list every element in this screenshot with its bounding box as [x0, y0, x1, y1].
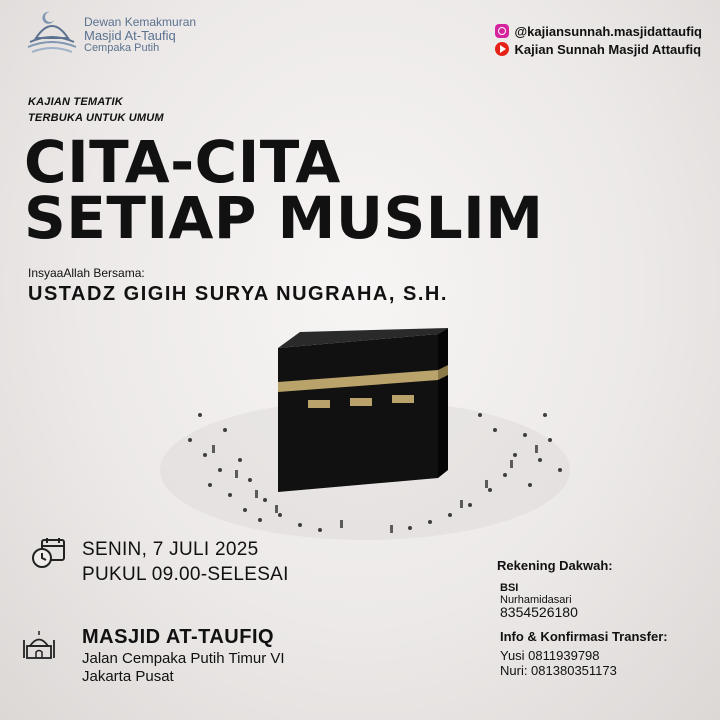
event-schedule — [82, 537, 289, 587]
event-title — [24, 128, 544, 252]
instagram-icon — [495, 24, 509, 38]
title-line-2: SETIAP MUSLIM — [24, 184, 544, 252]
instagram-handle: @kajiansunnah.masjidattaufiq — [514, 23, 702, 39]
venue-address-line-1: Jalan Cempaka Putih Timur VI — [82, 650, 285, 667]
title-line-1: CITA-CITA — [24, 128, 341, 196]
bank-name: BSI — [500, 582, 519, 594]
youtube-link[interactable] — [495, 40, 703, 58]
kaaba-image — [150, 320, 590, 550]
organization-name — [84, 16, 196, 55]
event-date: SENIN, 7 JULI 2025 — [82, 539, 259, 560]
mosque-logo-icon — [26, 8, 78, 56]
donation-heading: Rekening Dakwah: — [497, 558, 613, 573]
calendar-clock-icon — [32, 537, 66, 569]
instagram-link[interactable] — [495, 22, 703, 40]
org-line-1: Dewan Kemakmuran — [84, 15, 197, 29]
youtube-channel: Kajian Sunnah Masjid Attaufiq — [514, 41, 702, 57]
venue-name: MASJID AT-TAUFIQ — [82, 626, 275, 648]
transfer-info-heading: Info & Konfirmasi Transfer: — [500, 629, 668, 644]
event-time: PUKUL 09.00-SELESAI — [82, 564, 289, 585]
venue-address-line-2: Jakarta Pusat — [82, 668, 174, 685]
event-category: KAJIAN TEMATIK — [28, 96, 123, 108]
org-line-2: Masjid At-Taufiq — [84, 28, 176, 43]
venue-address — [82, 650, 285, 686]
social-links — [495, 22, 703, 58]
contact-yusi: Yusi 0811939798 — [500, 648, 600, 663]
transfer-contacts — [500, 648, 617, 678]
account-name: Nurhamidasari — [500, 594, 572, 606]
speaker-intro: InsyaaAllah Bersama: — [28, 266, 145, 280]
mosque-icon — [22, 630, 56, 660]
contact-nuri: Nuri: 081380351173 — [500, 663, 617, 678]
youtube-icon — [495, 42, 509, 56]
event-audience: TERBUKA UNTUK UMUM — [28, 112, 164, 124]
account-number: 8354526180 — [500, 604, 578, 620]
org-line-3: Cempaka Putih — [84, 42, 160, 54]
speaker-name: USTADZ GIGIH SURYA NUGRAHA, S.H. — [28, 283, 448, 305]
